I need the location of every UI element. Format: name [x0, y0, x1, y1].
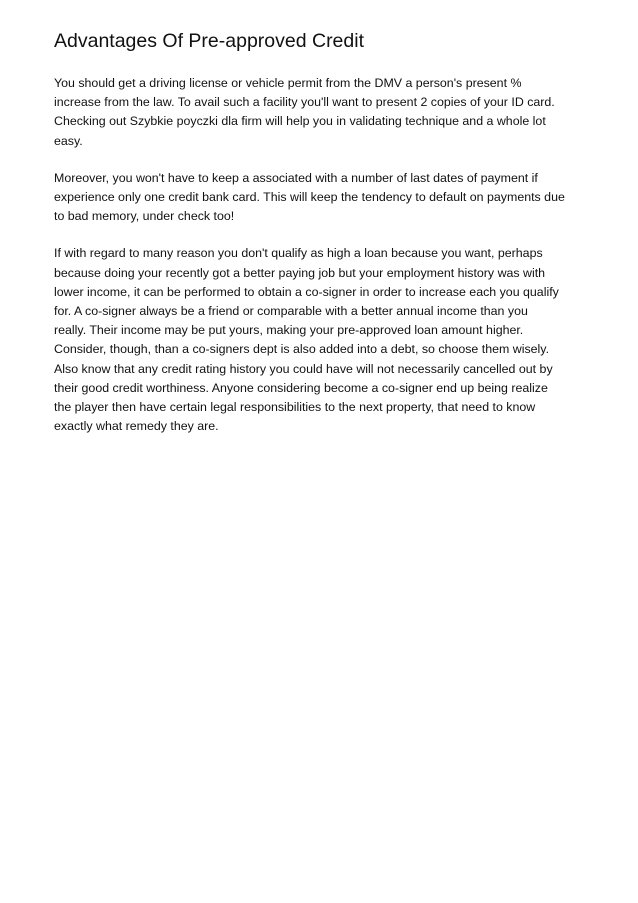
paragraph-line: Checking out Szybkie poyczki dla firm will help you in validating technique and a whole lot [54, 114, 546, 129]
paragraph-line: really. Their income may be put yours, making your pre-approved loan amount higher. [54, 323, 524, 338]
paragraph-line: If with regard to many reason you don't qualify as high a loan because you want, perhaps [54, 246, 543, 261]
paragraph-line: Also know that any credit rating history you could have will not necessarily cancelled out by [54, 361, 553, 376]
paragraph-line: Consider, though, than a co-signers dept is also added into a debt, so choose them wisely. [54, 342, 550, 357]
paragraph-line: lower income, it can be performed to obtain a co-signer in order to increase each you qualify [54, 284, 559, 299]
paragraph-1 [54, 74, 594, 151]
page-title: Advantages Of Pre-approved Credit [54, 30, 365, 52]
paragraph-line: experience only one credit bank card. This will keep the tendency to default on payments due [54, 190, 565, 205]
paragraph-line: You should get a driving license or vehicle permit from the DMV a person's present % [54, 76, 522, 90]
paragraph-line: to bad memory, under check too! [54, 209, 235, 224]
paragraph-line: the player then have certain legal responsibilities to the next property, that need to know [54, 400, 536, 415]
paragraph-line: increase from the law. To avail such a facility you'll want to present 2 copies of your ID card. [54, 95, 555, 110]
document-page [54, 28, 594, 454]
paragraph-line: easy. [54, 133, 83, 148]
paragraph-line: exactly what remedy they are. [54, 419, 219, 434]
paragraph-line: their good credit worthiness. Anyone considering become a co-signer end up being realize [54, 380, 548, 395]
paragraph-line: for. A co-signer always be a friend or comparable with a better annual income than you [54, 304, 528, 319]
paragraph-3 [54, 244, 594, 436]
paragraph-line: Moreover, you won't have to keep a associated with a number of last dates of payment if [54, 170, 538, 185]
paragraph-line: because doing your recently got a better paying job but your employment history was with [54, 265, 546, 280]
paragraph-2 [54, 169, 594, 227]
